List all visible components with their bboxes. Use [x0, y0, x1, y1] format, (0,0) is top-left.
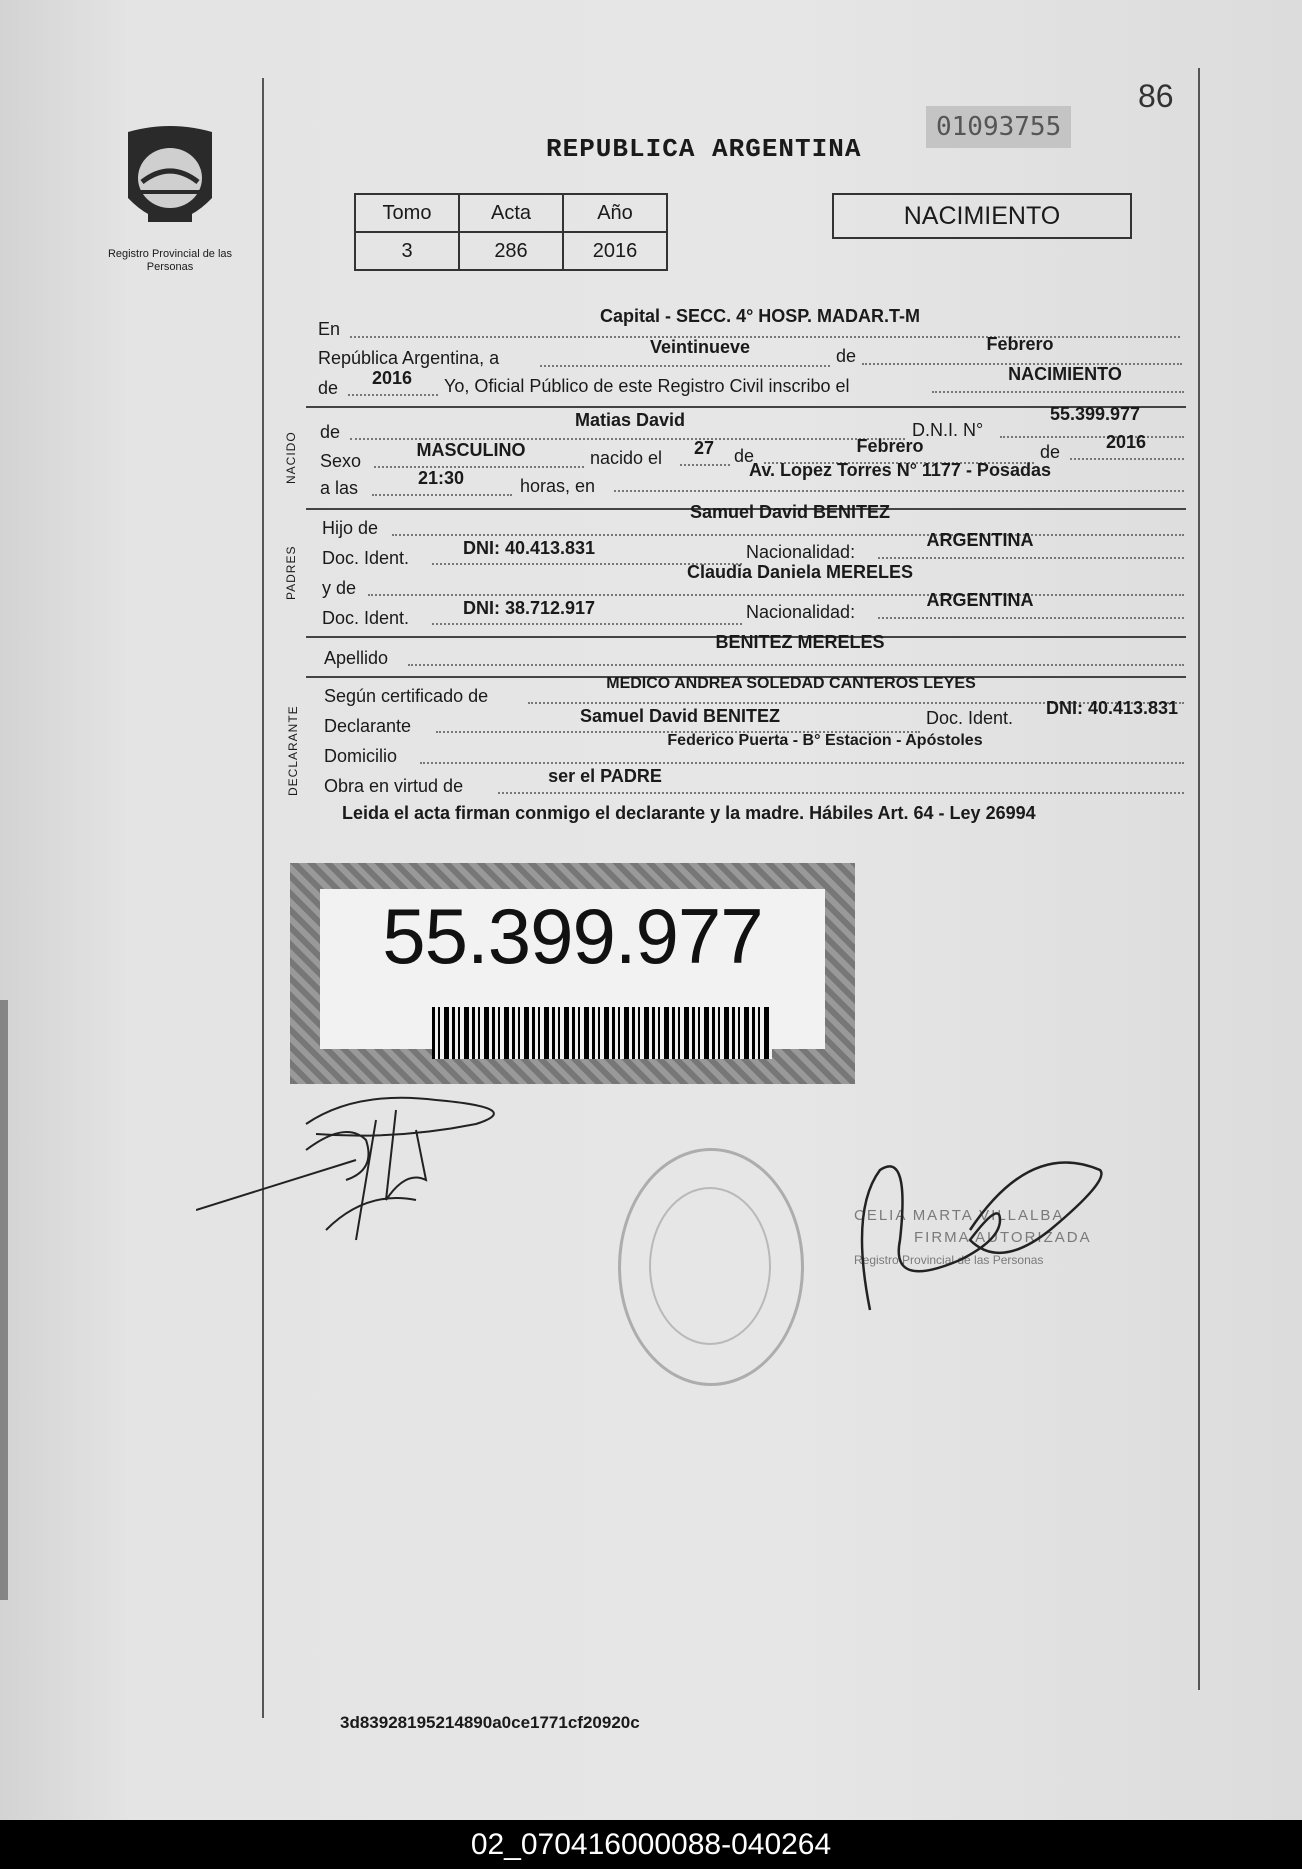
obra-label: Obra en virtud de	[324, 776, 464, 796]
domicilio-label: Domicilio	[324, 746, 398, 766]
right-margin-rule	[1198, 68, 1200, 1690]
value-acta: 286	[459, 232, 563, 270]
sex-value: MASCULINO	[416, 440, 526, 460]
dotted-line	[372, 494, 512, 496]
father-name-value: Samuel David BENITEZ	[689, 502, 891, 522]
stamp-line: FIRMA AUTORIZADA	[914, 1229, 1092, 1246]
page-number: 86	[1138, 78, 1174, 114]
mother-nationality-value: ARGENTINA	[926, 590, 1034, 610]
certificado-label: Según certificado de	[324, 686, 489, 706]
closing-statement: Leida el acta firman conmigo el declarante y la madre. Hábiles Art. 64 - Ley 26994	[342, 803, 1036, 823]
header-tomo: Tomo	[355, 194, 459, 232]
child-name-value: Matias David	[574, 410, 686, 430]
inscribo-value: NACIMIENTO	[1008, 364, 1122, 384]
declarant-name-value: Samuel David BENITEZ	[579, 706, 781, 726]
value-tomo: 3	[355, 232, 459, 270]
dotted-line	[432, 623, 742, 625]
en-label: En	[318, 319, 341, 339]
de-label: de	[836, 346, 857, 366]
day-value: Veintinueve	[649, 337, 751, 357]
horas-en-label: horas, en	[520, 476, 596, 496]
birth-month-value: Febrero	[856, 436, 924, 456]
header-anio: Año	[563, 194, 667, 232]
birth-year-value: 2016	[1105, 432, 1147, 452]
father-doc-value: DNI: 40.413.831	[462, 538, 596, 558]
footer-id-bar: 02_070416000088-040264	[0, 1820, 1302, 1869]
birth-day-value: 27	[693, 438, 715, 458]
stamp-inner-ring	[649, 1187, 771, 1345]
dotted-line	[348, 394, 438, 396]
father-nationality-value: ARGENTINA	[926, 530, 1034, 550]
a-las-label: a las	[320, 478, 359, 498]
birth-time-value: 21:30	[417, 468, 465, 488]
dotted-line	[932, 391, 1184, 393]
declarante-label: Declarante	[324, 716, 412, 736]
crest-label: Registro Provincial de las Personas	[107, 248, 233, 273]
left-margin-rule	[262, 78, 264, 1718]
barcode	[432, 1007, 772, 1059]
dotted-line	[368, 594, 1184, 596]
stamp-line: Registro Provincial de las Personas	[854, 1253, 1044, 1267]
declarant-doc-value: DNI: 40.413.831	[1045, 698, 1179, 718]
dotted-line	[408, 664, 1184, 666]
republica-label: República Argentina, a	[318, 348, 500, 368]
surname-value: BENITEZ MERELES	[715, 632, 885, 652]
serial-number: 01093755	[926, 106, 1071, 148]
address-value: Federico Puerta - B° Estacion - Apóstoles	[667, 732, 983, 749]
dni-label: D.N.I. N°	[912, 420, 984, 440]
mother-name-value: Claudia Daniela MERELES	[686, 562, 914, 582]
hijo-de-label: Hijo de	[322, 518, 379, 538]
de-label: de	[318, 378, 339, 398]
de-label: de	[1040, 442, 1061, 462]
sexo-label: Sexo	[320, 451, 362, 471]
scan-edge-shadow	[0, 1000, 8, 1600]
doc-ident-label: Doc. Ident.	[322, 608, 410, 628]
dotted-line	[540, 365, 830, 367]
declarant-doc-label: Doc. Ident.	[926, 708, 1014, 728]
document-hash: 3d83928195214890a0ce1771cf20920c	[340, 1713, 640, 1732]
record-type-box: NACIMIENTO	[832, 193, 1132, 239]
dni-sticker	[290, 863, 855, 1084]
sticker-label	[320, 889, 825, 1049]
dotted-line	[392, 534, 1184, 536]
declarante-section-label: DECLARANTE	[286, 705, 300, 796]
birth-place-value: Av. Lopez Torres N° 1177 - Posadas	[749, 460, 1051, 480]
apellido-label: Apellido	[324, 648, 389, 668]
obra-value: ser el PADRE	[548, 766, 662, 786]
official-stamp	[618, 1148, 804, 1386]
dotted-line	[420, 762, 1184, 764]
dni-value: 55.399.977	[1049, 404, 1141, 424]
dotted-line	[614, 490, 1184, 492]
nacionalidad-label: Nacionalidad:	[746, 602, 856, 622]
y-de-label: y de	[322, 578, 357, 598]
nacionalidad-label: Nacionalidad:	[746, 542, 856, 562]
value-anio: 2016	[563, 232, 667, 270]
year-value: 2016	[371, 368, 413, 388]
month-value: Febrero	[986, 334, 1054, 354]
dotted-line	[878, 617, 1184, 619]
oficial-text: Yo, Oficial Público de este Registro Civil inscribo el	[444, 376, 850, 396]
doc-ident-label: Doc. Ident.	[322, 548, 410, 568]
signature-official	[850, 1150, 1120, 1320]
de-label: de	[734, 446, 755, 466]
nacido-el-label: nacido el	[590, 448, 663, 468]
nacido-section-label: NACIDO	[284, 431, 298, 484]
record-table	[354, 193, 668, 271]
dotted-line	[878, 557, 1184, 559]
header-acta: Acta	[459, 194, 563, 232]
certificate-value: MEDICO ANDREA SOLEDAD CANTEROS LEYES	[606, 675, 976, 692]
sticker-number: 55.399.977	[382, 892, 763, 980]
stamp-line: CELIA MARTA VILLALBA	[854, 1207, 1065, 1224]
provincial-crest-logo	[118, 120, 222, 242]
padres-section-label: PADRES	[284, 545, 298, 600]
mother-doc-value: DNI: 38.712.917	[462, 598, 596, 618]
signature-declarant	[196, 1080, 566, 1250]
place-value: Capital - SECC. 4° HOSP. MADAR.T-M	[600, 306, 920, 326]
document-title: REPUBLICA ARGENTINA	[546, 134, 862, 164]
de-label: de	[320, 422, 341, 442]
dotted-line	[498, 792, 1184, 794]
